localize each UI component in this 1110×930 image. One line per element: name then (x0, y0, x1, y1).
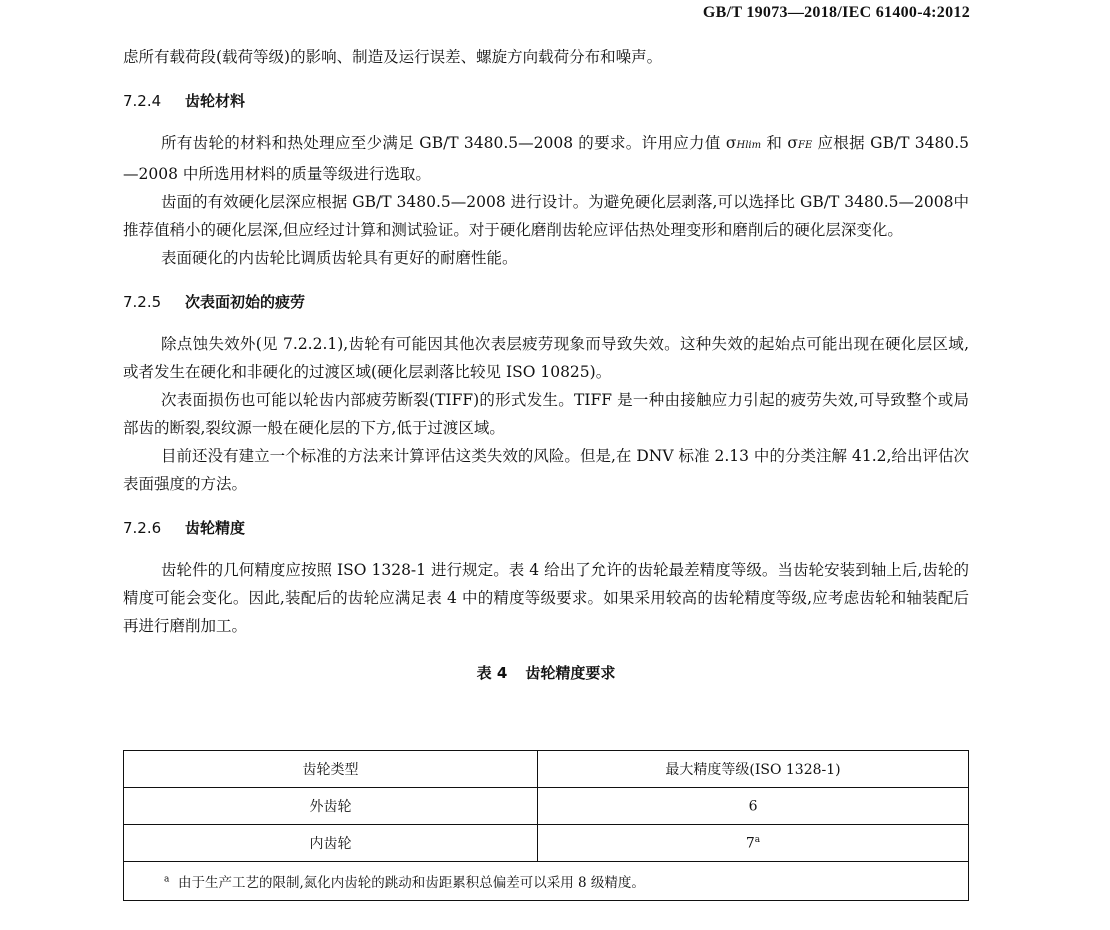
table-caption (123, 662, 969, 683)
table-header-cell: 齿轮类型 (124, 751, 538, 788)
paragraph: 表面硬化的内齿轮比调质齿轮具有更好的耐磨性能。 (161, 249, 518, 267)
section-number: 7.2.5 (123, 293, 162, 311)
section-number: 7.2.6 (123, 519, 162, 537)
section-title: 齿轮精度 (185, 519, 246, 537)
section-heading-7-2-6 (123, 514, 969, 542)
grade-value: 6 (748, 798, 758, 815)
grade-value: 7 (745, 835, 755, 852)
table-caption-title: 齿轮精度要求 (525, 664, 616, 682)
paragraph: 次表面损伤也可能以轮齿内部疲劳断裂(TIFF)的形式发生。TIFF 是一种由接触应力引起的疲劳失效,可导致整个或局部齿的断裂,裂纹源一般在硬化层的下方,低于过渡区域。 (123, 391, 969, 437)
table-row (124, 788, 969, 825)
paragraph: 除点蚀失效外(见 7.2.2.1),齿轮有可能因其他次表层疲劳现象而导致失效。这种失效的起始点可能出现在硬化层区域,或者发生在硬化和非硬化的过渡区域(硬化层剥落比较见 ISO 10825)。 (123, 335, 969, 381)
section-heading-7-2-4 (123, 87, 969, 115)
paragraph: 目前还没有建立一个标准的方法来计算评估这类失效的风险。但是,在 DNV 标准 2.13 中的分类注解 41.2,给出评估次表面强度的方法。 (123, 447, 969, 493)
table-caption-number: 表 4 (476, 664, 508, 682)
paragraph: 齿面的有效硬化层深应根据 GB/T 3480.5—2008 进行设计。为避免硬化层剥落,可以选择比 GB/T 3480.5—2008中推荐值稍小的硬化层深,但应经过计算和测试验证。对于硬化磨削齿轮应评估热处理变形和磨削后的硬化层深变化。 (123, 193, 969, 239)
section-title: 齿轮材料 (185, 92, 246, 110)
subscript-hlim: Hlim (736, 140, 762, 151)
table-footnote (124, 862, 969, 901)
footnote-mark: a (754, 834, 761, 845)
table-cell-type: 外齿轮 (124, 788, 538, 825)
document-body (123, 43, 969, 709)
subscript-fe: FE (798, 140, 813, 151)
table-cell-type: 内齿轮 (124, 825, 538, 862)
table-cell-grade (538, 788, 969, 825)
gear-accuracy-table (123, 750, 969, 901)
table-row (124, 825, 969, 862)
paragraph-text: 和 σ (761, 134, 798, 152)
paragraph-text: 所有齿轮的材料和热处理应至少满足 GB/T 3480.5—2008 的要求。许用应力值 σ (161, 134, 737, 152)
section-number: 7.2.4 (123, 92, 162, 110)
section-title: 次表面初始的疲劳 (185, 293, 306, 311)
footnote-mark: a (164, 874, 170, 885)
table-header-cell: 最大精度等级(ISO 1328-1) (538, 751, 969, 788)
table-cell-grade (538, 825, 969, 862)
intro-line: 虑所有载荷段(载荷等级)的影响、制造及运行误差、螺旋方向载荷分布和噪声。 (123, 48, 663, 66)
paragraph: 齿轮件的几何精度应按照 ISO 1328-1 进行规定。表 4 给出了允许的齿轮最差精度等级。当齿轮安装到轴上后,齿轮的精度可能会变化。因此,装配后的齿轮应满足表 4 中的精度等级要求。如果采用较高的齿轮精度等级,应考虑齿轮和轴装配后再进行磨削加工。 (123, 561, 969, 635)
document-header: GB/T 19073—2018/IEC 61400-4:2012 (702, 4, 970, 21)
section-heading-7-2-5 (123, 288, 969, 316)
footnote-text: 由于生产工艺的限制,氮化内齿轮的跳动和齿距累积总偏差可以采用 8 级精度。 (177, 875, 645, 891)
table-header-row (124, 751, 969, 788)
table-footnote-row (124, 862, 969, 901)
paragraph-text: 应根据 GB/T 3480.5—2008 中所选用材料的质量等级进行选取。 (123, 134, 969, 183)
paragraph (123, 129, 969, 188)
